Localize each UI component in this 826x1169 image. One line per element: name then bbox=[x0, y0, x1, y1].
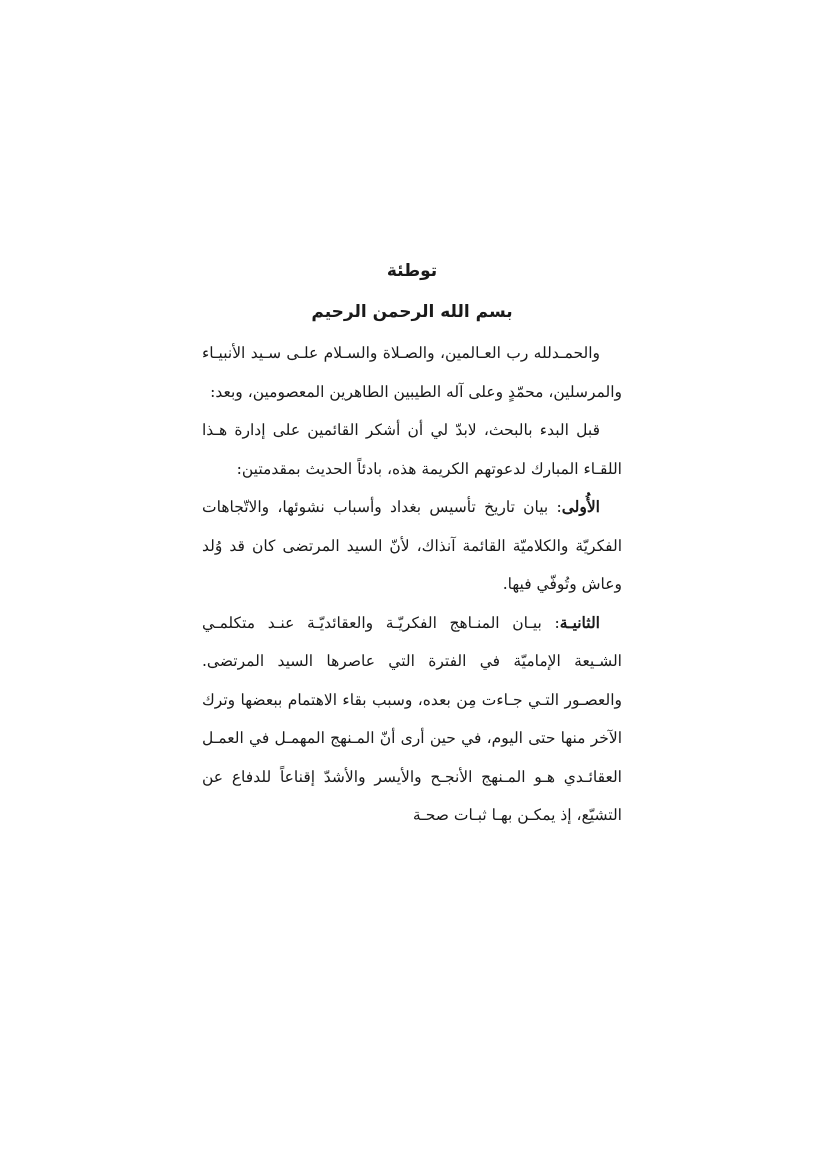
paragraph-praise bbox=[202, 334, 622, 411]
paragraph-thanks bbox=[202, 411, 622, 488]
paragraph-second-introduction bbox=[202, 604, 622, 835]
paragraph-text: قبل البدء بالبحث، لابدّ لي أن أشكر القائمين على إدارة هـذا اللقـاء المبارك لدعوتهم الكريمة هذه، بادئاً الحديث بمقدمتين: bbox=[202, 421, 622, 478]
basmala-heading: بسم الله الرحمن الرحيم bbox=[311, 302, 513, 322]
page-title: توطئة bbox=[386, 261, 438, 281]
paragraph-text: والحمـدلله رب العـالمين، والصـلاة والسـلام علـى سـيد الأنبيـاء والمرسلين، محمّدٍ وعلى آله الطيبين الطاهرين المعصومين، وبعد: bbox=[202, 344, 622, 401]
paragraph-lead-term: الثانيـة bbox=[559, 612, 600, 632]
paragraph-text: : بيان تاريخ تأسيس بغداد وأسباب نشوئها، والاتّجاهات الفكريّة والكلاميّة القائمة آنذاك، لأنّ السيد المرتضى كان قد وُلد وعاش وتُوفّي فيها. bbox=[202, 498, 622, 593]
paragraph-text: : بيـان المنـاهج الفكريّـة والعقائديّـة عنـد متكلمـي الشـيعة الإماميّة في الفترة التي عاصرها السيد المرتضى. والعصـور التـي جـاءت مِن بعده، وسبب بقاء الاهتمام ببعضها وترك الآخر منها حتى اليوم، في حين أرى أنّ المـنهج المهمـل في العمـل العقائـدي هـو المـنهج الأنجـح والأيسر والأشدّ إقناعاً للدفاع عن التشيّع، إذ يمكـن بهـا ثبـات صحـة bbox=[202, 613, 622, 824]
paragraph-lead-term: الأُولى bbox=[561, 497, 600, 516]
text-block bbox=[202, 252, 622, 835]
paragraph-first-introduction bbox=[202, 488, 622, 604]
